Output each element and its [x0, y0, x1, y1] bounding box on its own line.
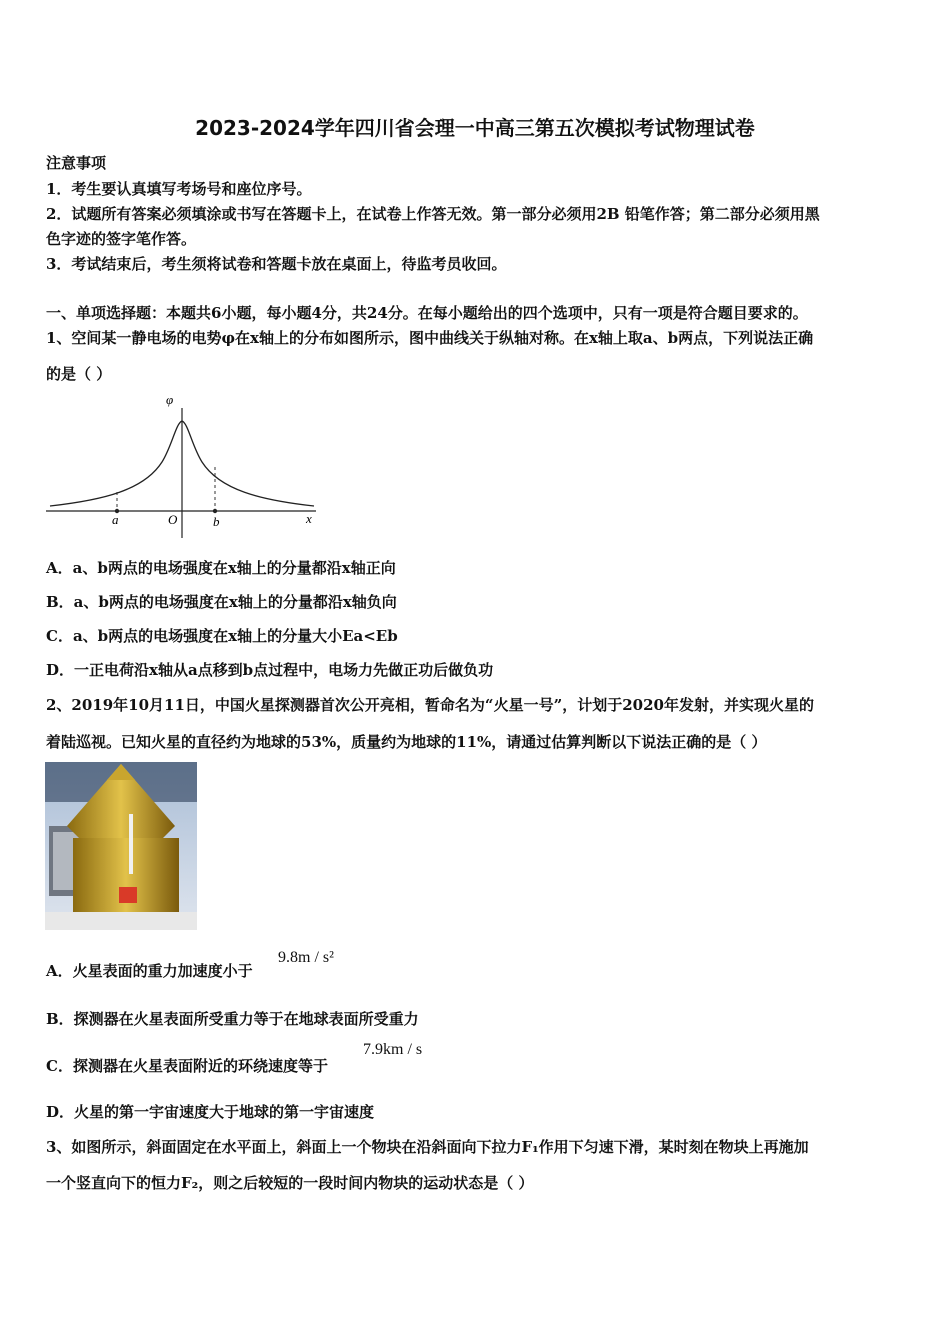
page-title: 2023-2024学年四川省会理一中高三第五次模拟考试物理试卷 — [195, 116, 755, 140]
question-2-stem: 2、2019年10月11日，中国火星探测器首次公开亮相，暂命名为“火星一号”，计划于2020年发射，并实现火星的 — [46, 696, 814, 714]
question-1-stem: 1、空间某一静电场的电势φ在x轴上的分布如图所示，图中曲线关于纵轴对称。在x轴上取a、b两点，下列说法正确 — [46, 329, 814, 347]
notice-item: 2．试题所有答案必须填涂或书写在答题卡上，在试卷上作答无效。第一部分必须用2B 铅笔作答；第二部分必须用黑 — [46, 205, 820, 223]
q2-option-b: B．探测器在火星表面所受重力等于在地球表面所受重力 — [46, 1010, 419, 1028]
question-3-stem: 3、如图所示，斜面固定在水平面上，斜面上一个物块在沿斜面向下拉力F₁作用下匀速下滑，某时刻在物块上再施加 — [46, 1138, 809, 1156]
phi-label: φ — [166, 392, 174, 407]
option-d: D．一正电荷沿x轴从a点移到b点过程中，电场力先做正功后做负功 — [46, 661, 494, 679]
q2-option-c-value: 7.9km / s — [363, 1041, 423, 1058]
q2-option-c-text: C．探测器在火星表面附近的环绕速度等于 — [46, 1057, 328, 1075]
q2-option-a — [46, 949, 334, 981]
origin-label: O — [168, 512, 178, 527]
x-label: x — [306, 511, 312, 526]
point-b — [213, 509, 217, 513]
notice-heading: 注意事项 — [46, 154, 107, 172]
b-label: b — [213, 514, 220, 529]
section-heading: 一、单项选择题：本题共6小题，每小题4分，共24分。在每小题给出的四个选项中，只有一项是符合题目要求的。 — [46, 304, 808, 322]
mars-probe-photo — [45, 762, 197, 930]
a-label: a — [112, 512, 119, 527]
q2-option-c — [46, 1041, 423, 1076]
q2-option-a-value: 9.8m / s² — [278, 949, 334, 966]
question-1-stem: 的是（ ） — [46, 365, 112, 383]
potential-graph — [44, 390, 324, 540]
q2-option-a-text: A．火星表面的重力加速度小于 — [46, 962, 253, 980]
notice-item: 3．考试结束后，考生须将试卷和答题卡放在桌面上，待监考员收回。 — [46, 255, 507, 273]
option-b: B．a、b两点的电场强度在x轴上的分量都沿x轴负向 — [46, 593, 397, 611]
option-c: C．a、b两点的电场强度在x轴上的分量大小Ea<Eb — [46, 627, 398, 645]
question-2-stem: 着陆巡视。已知火星的直径约为地球的53%，质量约为地球的11%，请通过估算判断以下说法正确的是（ ） — [46, 733, 767, 751]
notice-item: 1．考生要认真填写考场号和座位序号。 — [46, 180, 312, 198]
option-a: A．a、b两点的电场强度在x轴上的分量都沿x轴正向 — [46, 559, 396, 577]
notice-item: 色字迹的签字笔作答。 — [46, 230, 197, 248]
question-3-stem: 一个竖直向下的恒力F₂，则之后较短的一段时间内物块的运动状态是（ ） — [46, 1174, 534, 1192]
q2-option-d: D．火星的第一宇宙速度大于地球的第一宇宙速度 — [46, 1103, 375, 1121]
